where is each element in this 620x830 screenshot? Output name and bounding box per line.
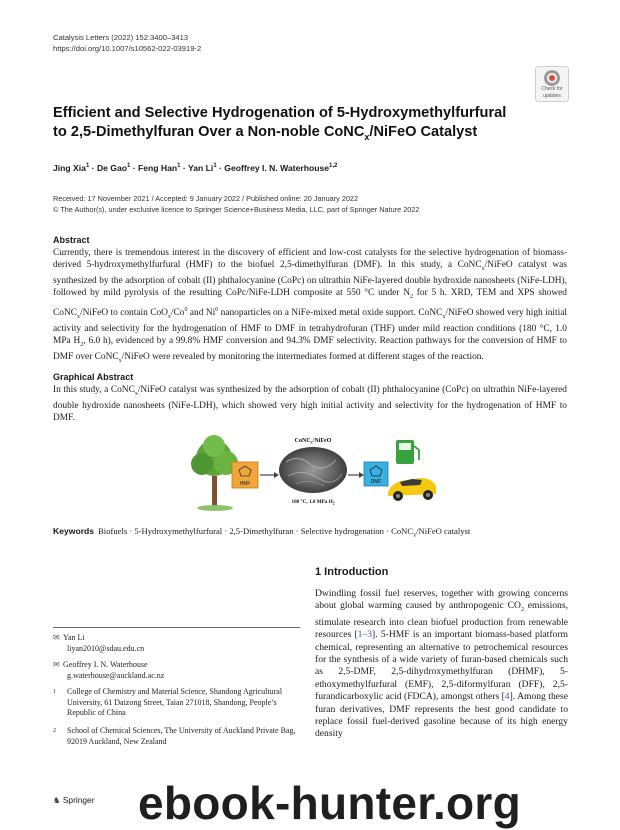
journal-header <box>53 32 201 54</box>
intro-text-part: emissions, stimulate research into clean biofuel production from renewable resources [ <box>315 600 568 641</box>
subscript: x <box>413 532 417 539</box>
affiliation-text: College of Chemistry and Material Science, Shandong Agricultural University, 61 Daizong Street, Taian 271018, Shandong, People’s Republic of China <box>67 687 283 717</box>
subscript: 2 <box>409 294 413 301</box>
abstract-text-part: /NiFeO catalyst was synthesized by the adsorption of cobalt (II) phthalocyanine (CoPc) on ultrathin NiFe-layered double hydroxide nanosheets (NiFe-LDH), followed by mild pyrolysis of the resulting CoPc/NiFe-LDH composite at 550 °C under N <box>53 260 567 299</box>
watermark: ebook-hunter.org <box>138 777 522 829</box>
graphical-abstract-heading: Graphical Abstract <box>53 372 134 382</box>
subscript: x <box>442 313 446 320</box>
subscript: x <box>134 390 138 397</box>
affiliation-2 <box>53 726 300 747</box>
author-affil-mark: 1,2 <box>329 163 338 170</box>
springer-horse-icon: ♞ <box>53 795 61 805</box>
author-affil-mark: 1 <box>127 163 131 170</box>
author-name[interactable]: Feng Han <box>138 163 178 173</box>
superscript: 0 <box>215 306 219 313</box>
contact-email[interactable]: liyan2010@sdau.edu.cn <box>67 643 145 653</box>
title-line-1: Efficient and Selective Hydrogenation of 5-Hydroxymethylfurfural <box>53 105 507 121</box>
abstract-body <box>53 247 567 367</box>
intro-text-part: ]. Among these furan derivatives, DMF represents the best good candidate to replace fossil fuel-derived gasoline because of its high energy density <box>315 691 568 740</box>
author-affil-mark: 1 <box>85 163 90 170</box>
author-separator: · <box>89 163 97 173</box>
author-affil-mark: 1 <box>177 163 181 170</box>
fuel-pump-icon <box>396 440 419 464</box>
doi-link[interactable]: https://doi.org/10.1007/s10562-022-03919-2 <box>53 44 202 53</box>
copyright-line: © The Author(s), under exclusive licence to Springer Science+Business Media, LLC, part of Springer Nature 2022 <box>53 204 420 214</box>
author-separator: · <box>180 163 188 173</box>
author-list <box>53 163 337 173</box>
abstract-text-part: /NiFeO were revealed by monitoring the intermediates formed at different stages of the reaction. <box>121 352 484 363</box>
publisher-mark <box>53 795 95 805</box>
author-name[interactable]: Geoffrey I. N. Waterhouse <box>224 163 330 173</box>
abstract-text-part: and Ni <box>187 307 216 318</box>
arrow-right-icon <box>260 472 279 478</box>
keywords-list: Biofuels · 5-Hydroxymethylfurfural · 2,5-Dimethylfuran · Selective hydrogenation · CoNC <box>98 526 414 536</box>
contact-name: Geoffrey I. N. Waterhouse <box>63 660 148 669</box>
subscript: x <box>76 313 80 320</box>
publisher-name: Springer <box>62 795 95 805</box>
ga-text-part: In this study, a CoNC <box>53 385 135 395</box>
superscript: 0 <box>184 306 188 313</box>
affiliation-text: School of Chemical Sciences, The University of Auckland Private Bag, 92019 Auckland, New Zealand <box>67 726 296 746</box>
abstract-heading: Abstract <box>53 235 90 245</box>
abstract-text-part: nanoparticles on a NiFe-mixed metal oxide support. CoNC <box>218 307 443 318</box>
keywords-list-end: /NiFeO catalyst <box>416 526 471 536</box>
envelope-icon: ✉ <box>53 633 60 642</box>
footnote-divider <box>53 627 300 628</box>
ga-text-part: /NiFeO catalyst was synthesized by the adsorption of cobalt (II) phthalocyanine (CoPc) on ultrathin NiFe-layered double hydroxide nanosheets (NiFe-LDH), which showed very high initial activity and selectivity for the hydrogenation of HMF to DMF. <box>53 385 567 424</box>
corresponding-author-2 <box>53 660 164 681</box>
introduction-heading: 1 Introduction <box>315 566 389 578</box>
arrow-right-icon <box>348 472 364 478</box>
author-separator: · <box>216 163 225 173</box>
subscript: x <box>167 313 171 320</box>
title-subscript: x <box>364 131 370 142</box>
abstract-text-part: /NiFeO to contain CoO <box>79 307 168 318</box>
graphical-abstract-figure <box>188 432 438 512</box>
badge-line2: updates <box>543 92 561 99</box>
dmf-label: DMF <box>370 479 382 485</box>
subscript: 2 <box>80 341 84 348</box>
graphical-abstract-body <box>53 384 567 424</box>
catalyst-label: CoNC$_x$/NiFeO <box>294 438 332 445</box>
reference-link[interactable]: 1–3 <box>357 629 373 641</box>
history-dates: Received: 17 November 2021 / Accepted: 9 January 2022 / Published online: 20 January 2022 <box>53 194 359 203</box>
hmf-box <box>232 462 258 488</box>
author-separator: · <box>130 163 139 173</box>
author-name[interactable]: Jing Xia <box>53 163 86 173</box>
affiliation-number: 1 <box>53 689 56 695</box>
sports-car-icon <box>388 478 436 501</box>
subscript: x <box>481 266 485 273</box>
affiliation-number: 2 <box>53 728 56 734</box>
author-name[interactable]: Yan Li <box>188 163 214 173</box>
reaction-conditions: 180 °C, 1.0 MPa $H_2$ <box>291 499 335 506</box>
keywords <box>53 526 470 539</box>
publication-dates <box>53 194 419 215</box>
title-line-2-suffix: /NiFeO Catalyst <box>369 124 478 140</box>
abstract-text-part: /NiFeO showed very high initial activity and selectivity for the hydrogenation of HMF to DMF in tetrahydrofuran (THF) under mild reaction conditions (180 °C, 1.0 MPa H <box>53 307 567 346</box>
reference-link[interactable]: 4 <box>504 691 510 703</box>
dmf-box <box>364 462 388 486</box>
sem-image <box>279 447 347 493</box>
affiliation-1 <box>53 687 300 719</box>
tree-icon <box>191 435 238 511</box>
contact-email[interactable]: g.waterhouse@auckland.ac.nz <box>67 670 165 680</box>
badge-line1: Check for <box>541 86 563 92</box>
author-affil-mark: 1 <box>213 163 217 170</box>
envelope-icon: ✉ <box>53 660 60 669</box>
intro-text-part: ]. 5-HMF is an important biomass-based platform chemical, representing an alternative to petrochemical resources for the synthesis of a wide variety of furan-based chemicals such as 2,5-DMF, 2,5-dihydroxymethylfuran (DHMF), 5-ethoxymethylfurfural (EMF), 2,5-diformylfuran (DFF), 2,5-furandicarboxylic acid (FDCA), amongst others [ <box>315 629 568 703</box>
abstract-text-part: Currently, there is tremendous interest in the discovery of efficient and low-cost catalysts for the selective hydrogenation of biomass-derived 5-hydroxymethylfurfural (HMF) to the biofuel 2,5-dimethylfuran (DMF). In this study, a CoNC <box>53 248 567 271</box>
article-title <box>53 104 523 147</box>
intro-text-part: Dwindling fossil fuel reserves, together with growing concerns about global warming caused by anthropogenic CO <box>315 588 568 612</box>
abstract-text-part: , 6.0 h), evidenced by a 99.8% HMF conversion and 94.3% DMF selectivity. Reaction pathways for the conversion of HMF to DMF over CoNC <box>53 335 567 363</box>
corresponding-author-1 <box>53 633 144 654</box>
journal-citation: Catalysis Letters (2022) 152:3400–3413 <box>53 33 189 42</box>
check-updates-icon <box>544 70 560 86</box>
title-line-2 <box>53 123 523 147</box>
hmf-label: HMF <box>239 481 251 487</box>
subscript: x <box>118 357 122 364</box>
contact-name: Yan Li <box>63 633 85 642</box>
subscript: 2 <box>520 607 524 614</box>
abstract-text-part: /Co <box>170 307 185 318</box>
introduction-body <box>315 588 568 741</box>
abstract-text-part: for 5 h. XRD, TEM and XPS showed CoNC <box>53 288 567 318</box>
check-for-updates-badge[interactable] <box>535 66 569 102</box>
title-line-2-prefix: to 2,5-Dimethylfuran Over a Non-noble CoNC <box>53 124 365 140</box>
author-name[interactable]: De Gao <box>96 163 128 173</box>
keywords-label: Keywords <box>53 526 95 536</box>
